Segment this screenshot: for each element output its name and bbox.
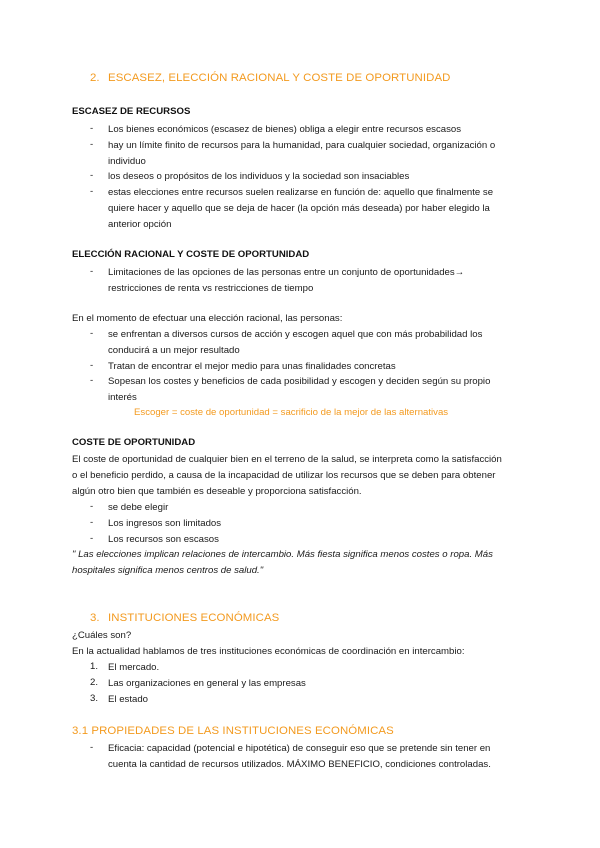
coste-paragraph-line-2: o el beneficio perdido, a causa de la incapacidad de utilizar los recursos que se deben para obtener xyxy=(72,470,496,481)
escasez-dash: - xyxy=(90,170,94,182)
propiedades-item-1-line-1: Eficacia: capacidad (potencial e hipotética) de conseguir eso que se pretende sin tener en xyxy=(108,743,491,754)
eleccion-intro: En el momento de efectuar una elección racional, las personas: xyxy=(72,313,343,324)
eleccion2-dash: - xyxy=(90,328,94,339)
eleccion2-item-1-line-1: se enfrentan a diversos cursos de acción y escogen aquel que con más probabilidad los xyxy=(108,329,483,340)
quote-line-2: hospitales significa menos centros de salud." xyxy=(72,565,264,576)
coste-dash: - xyxy=(90,516,94,528)
escasez-item-4-line-2: quiere hacer y aquello que se deja de hacer (la opción más deseada) por haber elegido la xyxy=(108,203,490,214)
coste-paragraph-line-1: El coste de oportunidad de cualquier bien en el terreno de la salud, se interpreta como la satisfacción xyxy=(72,454,502,465)
propiedades-item-1-line-2: cuenta la cantidad de recursos utilizados. MÁXIMO BENEFICIO, condiciones controladas. xyxy=(108,758,491,770)
coste-dash: - xyxy=(90,532,94,544)
coste-item-2: Los ingresos son limitados xyxy=(108,517,222,529)
eleccion-dash: - xyxy=(90,266,94,277)
section-2-title: ESCASEZ, ELECCIÓN RACIONAL Y COSTE DE OPORTUNIDAD xyxy=(108,72,451,84)
eleccion-heading: ELECCIÓN RACIONAL Y COSTE DE OPORTUNIDAD xyxy=(72,249,310,260)
coste-item-1: se debe elegir xyxy=(108,502,169,513)
eleccion2-item-1-line-2: conducirá a un mejor resultado xyxy=(108,344,240,356)
escasez-item-3-line-1: los deseos o propósitos de los individuos y la sociedad son insaciables xyxy=(108,171,410,183)
escasez-dash: - xyxy=(90,138,94,150)
instituciones-item-2: Las organizaciones en general y las empresas xyxy=(108,677,306,689)
eleccion2-dash: - xyxy=(90,359,94,371)
section-2-number: 2. xyxy=(90,72,100,84)
escasez-item-1-line-1: Los bienes económicos (escasez de bienes) obliga a elegir entre recursos escasos xyxy=(108,124,462,135)
escasez-item-2-line-2: individuo xyxy=(108,155,146,167)
instituciones-item-3: El estado xyxy=(108,693,149,705)
propiedades-dash: - xyxy=(90,742,94,753)
quote-line-1: " Las elecciones implican relaciones de intercambio. Más fiesta significa menos costes o ropa. Más xyxy=(72,549,493,560)
eleccion2-item-2-line-1: Tratan de encontrar el mejor medio para unas finalidades concretas xyxy=(108,360,396,372)
eleccion2-item-3-line-1: Sopesan los costes y beneficios de cada posibilidad y escogen y deciden según su propio xyxy=(108,376,491,388)
escoger-highlight: Escoger = coste de oportunidad = sacrificio de la mejor de las alternativas xyxy=(134,407,449,418)
eleccion-item-1-line-2: restricciones de renta vs restricciones de tiempo xyxy=(108,282,314,294)
escasez-item-4-line-1: estas elecciones entre recursos suelen realizarse en función de: aquello que finalmente se xyxy=(108,187,494,199)
coste-paragraph-line-3: algún otro bien que también es deseable y proporciona satisfacción. xyxy=(72,486,362,497)
instituciones-number-2: 2. xyxy=(90,676,99,688)
escasez-dash: - xyxy=(90,186,94,198)
instituciones-item-1: El mercado. xyxy=(108,662,160,673)
section-3-question: ¿Cuáles son? xyxy=(72,630,132,641)
eleccion-item-1-line-1: Limitaciones de las opciones de las personas entre un conjunto de oportunidades→ xyxy=(108,267,465,278)
escasez-item-4-line-3: anterior opción xyxy=(108,218,172,230)
escasez-dash: - xyxy=(90,123,94,134)
coste-item-3: Los recursos son escasos xyxy=(108,533,219,545)
coste-dash: - xyxy=(90,501,94,512)
escasez-item-2-line-1: hay un límite finito de recursos para la humanidad, para cualquier sociedad, organización o xyxy=(108,139,496,151)
section-3-title: INSTITUCIONES ECONÓMICAS xyxy=(108,612,280,624)
section-3-number: 3. xyxy=(90,612,100,624)
instituciones-number-3: 3. xyxy=(90,692,99,704)
eleccion2-dash: - xyxy=(90,375,94,387)
instituciones-number-1: 1. xyxy=(90,661,99,672)
coste-heading: COSTE DE OPORTUNIDAD xyxy=(72,437,196,448)
subsection-3-1-title: 3.1 PROPIEDADES DE LAS INSTITUCIONES ECONÓMICAS xyxy=(72,725,394,737)
escasez-heading: ESCASEZ DE RECURSOS xyxy=(72,106,191,117)
section-3-intro: En la actualidad hablamos de tres instituciones económicas de coordinación en intercambio: xyxy=(72,646,465,657)
eleccion2-item-3-line-2: interés xyxy=(108,392,137,404)
